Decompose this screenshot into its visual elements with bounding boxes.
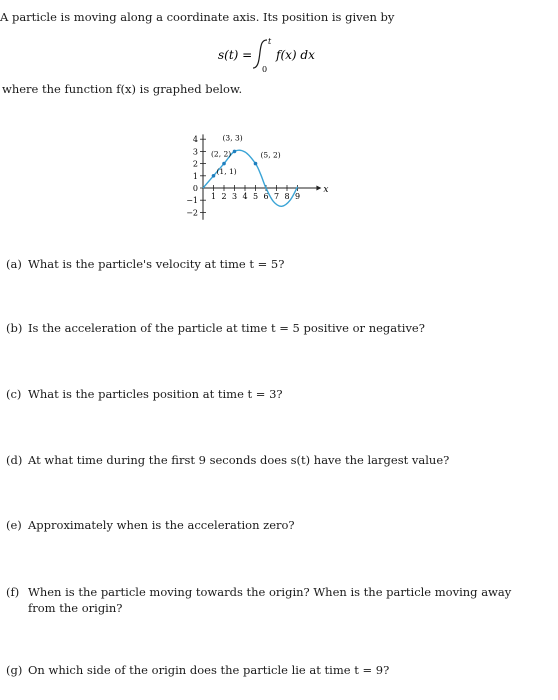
question-item (6, 257, 284, 271)
x-tick-label: 8 (284, 192, 290, 201)
curve-point (233, 150, 237, 154)
x-tick-label: 9 (294, 192, 301, 201)
curve-point (212, 174, 216, 178)
question-text: At what time during the first 9 seconds does s(t) have the largest value? (28, 453, 450, 467)
point-label: (1, 1) (216, 166, 237, 176)
function-graph (170, 118, 370, 233)
intro-text: A particle is moving along a coordinate axis. Its position is given by (0, 10, 395, 24)
y-tick-label: −2 (186, 208, 198, 218)
x-tick-label: 1 (210, 192, 217, 201)
question-text: On which side of the origin does the particle lie at time t = 9? (28, 663, 390, 677)
x-tick-label: 4 (242, 192, 248, 201)
question-item (6, 387, 283, 401)
question-item (6, 584, 534, 616)
formula-lower-limit: 0 (262, 65, 268, 74)
question-item (6, 321, 425, 335)
point-label: (3, 3) (222, 133, 243, 143)
question-label: (f) (6, 585, 20, 599)
y-tick-label: 1 (192, 171, 198, 181)
question-label: (d) (6, 453, 23, 467)
y-tick-label: 3 (192, 147, 198, 157)
graph-axes (203, 134, 328, 219)
curve-point (222, 162, 226, 166)
question-item (6, 518, 295, 532)
question-item (6, 453, 449, 467)
x-tick-label: 5 (252, 192, 259, 201)
x-tick-label: 7 (273, 192, 280, 201)
question-text: Is the acceleration of the particle at time t = 5 positive or negative? (28, 321, 425, 335)
graph-points (211, 133, 281, 177)
point-label: (5, 2) (260, 150, 281, 160)
x-tick-label: 6 (263, 192, 269, 201)
curve-point (254, 162, 258, 166)
where-text: where the function f(x) is graphed below. (2, 82, 243, 96)
y-tick-label: 2 (192, 159, 198, 169)
y-tick-label: −1 (186, 196, 198, 206)
question-label: (e) (6, 518, 22, 532)
formula-lhs: s(t) = (218, 48, 253, 62)
question-text: Approximately when is the acceleration zero? (28, 518, 295, 532)
question-label: (b) (6, 321, 23, 335)
x-axis-arrow (316, 186, 321, 191)
formula-upper-limit: t (268, 37, 272, 46)
position-formula (0, 28, 558, 78)
question-text: What is the particles position at time t = 3? (28, 387, 283, 401)
x-tick-label: 2 (221, 192, 227, 201)
question-label: (a) (6, 257, 22, 271)
y-tick-label: 0 (192, 184, 198, 193)
question-label: (c) (6, 387, 22, 401)
x-tick-label: 3 (231, 192, 238, 201)
question-text: What is the particle's velocity at time t = 5? (28, 257, 285, 271)
x-axis-label: x (323, 185, 329, 195)
point-label: (2, 2) (211, 149, 232, 159)
question-label: (g) (6, 663, 23, 677)
question-item (6, 663, 389, 677)
y-tick-label: 4 (192, 135, 198, 145)
formula-integrand: f(x) dx (276, 48, 315, 62)
question-text: When is the particle moving towards the origin? When is the particle moving away from the origin? (28, 585, 512, 615)
integral-sign (253, 40, 267, 68)
